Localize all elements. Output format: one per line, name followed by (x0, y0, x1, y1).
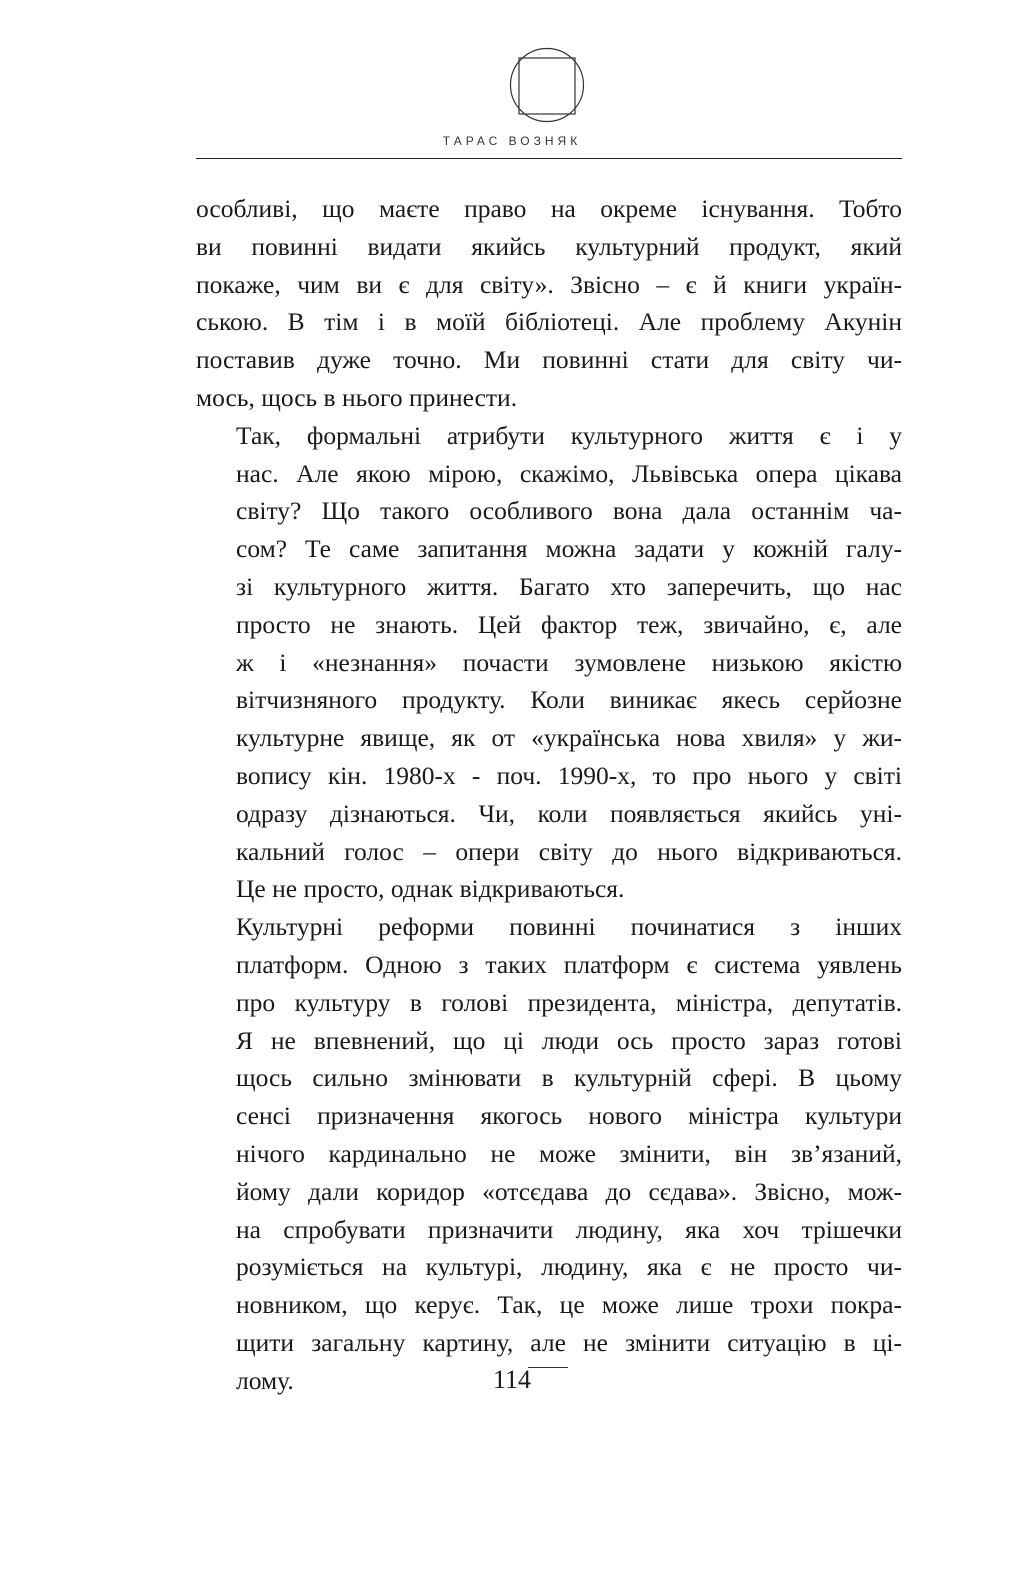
text-line: йому дали коридор «отсєдава до сєдава». Звісно, мож- (236, 1176, 902, 1206)
text-line: поставив дуже точно. Ми повинні стати для світу чи- (196, 345, 902, 375)
text-line: новником, що керує. Так, це може лише трохи покра- (236, 1290, 902, 1320)
text-line: просто не знають. Цей фактор теж, звичайно, є, але (236, 609, 902, 639)
text-line: ж і «незнання» почасти зумовлене низькою якістю (236, 647, 902, 677)
text-line: Культурні реформи повинні починатися з інших (236, 912, 902, 942)
text-line: особливі, що маєте право на окреме існування. Тобто (196, 194, 902, 223)
text-line: розуміється на культурі, людину, яка є не просто чи- (236, 1252, 902, 1282)
text-line: Я не впевнений, що ці люди ось просто зараз готові (236, 1025, 902, 1055)
text-line: Так, формальні атрибути культурного життя є і у (236, 420, 902, 450)
text-line: сенсі призначення якогось нового міністра культури (236, 1101, 902, 1131)
text-line: на спробувати призначити людину, яка хоч трішечки (236, 1214, 902, 1244)
text-line: мось, щось в нього принести. (196, 382, 518, 412)
text-line: щось сильно змінювати в культурній сфері. В цьому (236, 1063, 902, 1093)
text-line: Це не просто, однак відкриваються. (236, 874, 625, 904)
body-text (196, 190, 902, 1400)
text-line: кальний голос – опери світу до нього відкриваються. (236, 836, 902, 866)
text-line: покаже, чим ви є для світу». Звісно – є й книги україн- (196, 269, 902, 299)
text-line: вопису кін. 1980-х - поч. 1990-х, то про нього у світі (236, 760, 902, 790)
paragraph (196, 417, 902, 908)
text-line: сом? Те саме запитання можна задати у кожній галу- (236, 534, 902, 564)
text-line: нас. Але якою мірою, скажімо, Львівська опера цікава (236, 458, 902, 488)
paragraph (196, 190, 902, 417)
text-line: нічого кардинально не може змінити, він зв’язаний, (236, 1138, 902, 1168)
text-line: щити загальну картину, але не змінити ситуацію в ці- (236, 1327, 902, 1357)
header-divider (196, 158, 902, 159)
text-line: ською. В тім і в моїй бібліотеці. Але проблему Акунін (196, 307, 902, 337)
text-line: світу? Що такого особливого вона дала останнім ча- (236, 496, 902, 526)
text-line: про культуру в голові президента, міністра, депутатів. (236, 987, 902, 1017)
text-line: платформ. Одною з таких платформ є система уявлень (236, 949, 902, 979)
text-line: культурне явище, як от «українська нова хвиля» у жи- (236, 723, 902, 753)
running-head-author: ТАРАС ВОЗНЯК (442, 134, 582, 148)
text-line: зі культурного життя. Багато хто заперечить, що нас (236, 571, 902, 601)
circle-square-emblem-icon (509, 47, 585, 123)
paragraph (196, 908, 902, 1399)
text-line: одразу дізнаються. Чи, коли появляється якийсь уні- (236, 798, 902, 828)
text-line: вітчизняного продукту. Коли виникає якесь серйозне (236, 685, 902, 715)
text-line: лому. (236, 1365, 294, 1395)
text-line: ви повинні видати якийсь культурний продукт, який (196, 231, 902, 261)
page-number: 114 (492, 1365, 532, 1394)
